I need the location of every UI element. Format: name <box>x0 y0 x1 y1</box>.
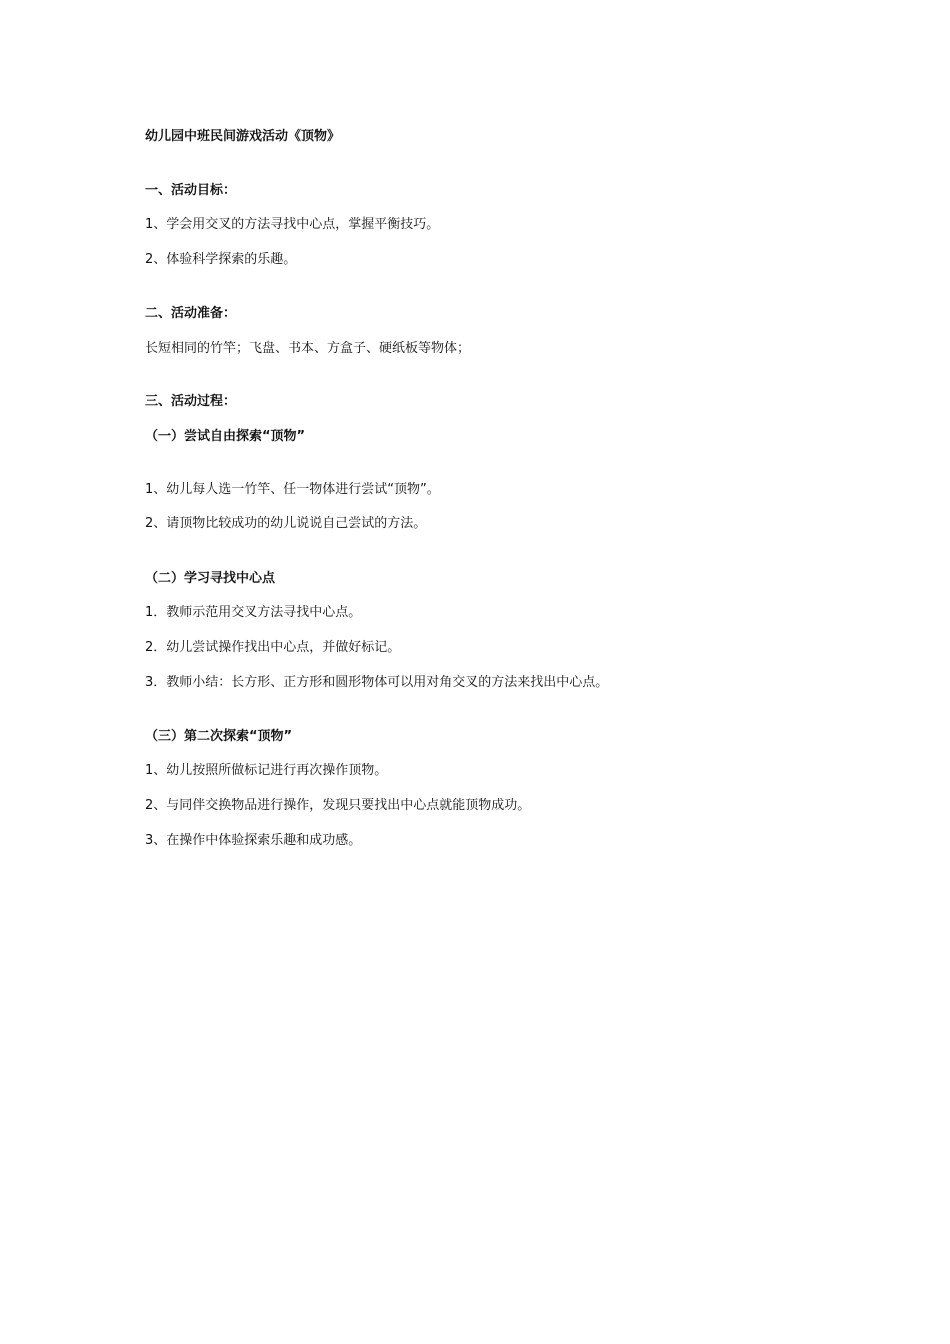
section-heading-process: 三、活动过程： <box>145 394 237 409</box>
goal-item: 1、学会用交叉的方法寻找中心点，掌握平衡技巧。 <box>145 217 440 232</box>
process-item: 1、幼儿按照所做标记进行再次操作顶物。 <box>145 763 388 778</box>
goal-item: 2、体验科学探索的乐趣。 <box>145 252 297 267</box>
process-item: 3、在操作中体验探索乐趣和成功感。 <box>145 833 362 848</box>
process-item: 2、与同伴交换物品进行操作，发现只要找出中心点就能顶物成功。 <box>145 798 531 813</box>
process-item: 1、幼儿每人选一竹竿、任一物体进行尝试“顶物”。 <box>145 482 440 497</box>
process-item: 2．幼儿尝试操作找出中心点，并做好标记。 <box>145 640 401 655</box>
process-item: 3．教师小结：长方形、正方形和圆形物体可以用对角交叉的方法来找出中心点。 <box>145 675 609 690</box>
preparation-text: 长短相同的竹竿；飞盘、书本、方盒子、硬纸板等物体； <box>145 341 471 356</box>
subsection-heading-free-exploration: （一）尝试自由探索“顶物” <box>145 429 306 444</box>
section-heading-goals: 一、活动目标： <box>145 183 237 198</box>
subsection-heading-find-center: （二）学习寻找中心点 <box>145 571 276 586</box>
subsection-heading-second-exploration: （三）第二次探索“顶物” <box>145 729 293 744</box>
process-item: 1．教师示范用交叉方法寻找中心点。 <box>145 605 362 620</box>
document-title: 幼儿园中班民间游戏活动《顶物》 <box>145 129 341 144</box>
section-heading-preparation: 二、活动准备： <box>145 306 237 321</box>
process-item: 2、请顶物比较成功的幼儿说说自己尝试的方法。 <box>145 516 427 531</box>
